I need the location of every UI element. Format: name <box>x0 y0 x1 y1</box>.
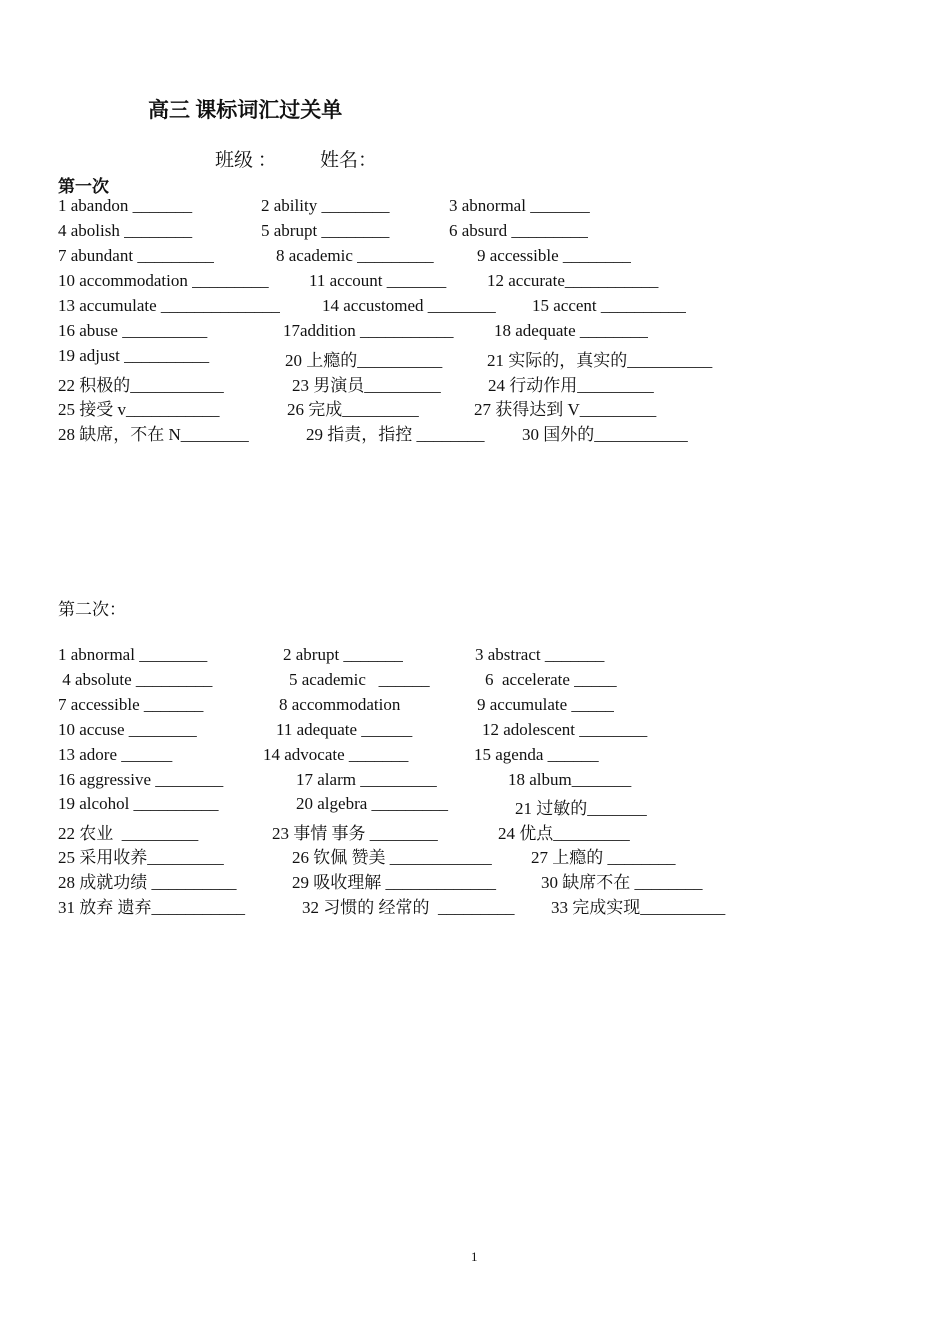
vocab-s2-item: 11 adequate ______ <box>276 720 413 739</box>
vocab-s1-item: 19 adjust __________ <box>58 346 210 365</box>
vocab-s1-item: 1 abandon _______ <box>58 196 193 215</box>
vocab-s2-item: 31 放弃 遗弃___________ <box>58 898 245 917</box>
vocab-s2-item: 14 advocate _______ <box>263 745 409 764</box>
section1-heading: 第一次 <box>58 177 109 196</box>
class-label: 班级 ： <box>215 150 277 171</box>
page-number: 1 <box>471 1249 478 1264</box>
vocab-s2-item: 13 adore ______ <box>58 745 173 764</box>
vocab-s1-item: 21 实际的，真实的__________ <box>487 351 713 370</box>
vocab-s1-item: 27 获得达到 V_________ <box>474 400 657 419</box>
vocab-s1-item: 15 accent __________ <box>532 296 686 315</box>
vocab-s2-item: 7 accessible _______ <box>58 695 204 714</box>
vocab-s1-item: 14 accustomed ________ <box>322 296 496 315</box>
vocab-s2-item: 28 成就功绩 __________ <box>58 873 237 892</box>
vocab-s1-item: 25 接受 v___________ <box>58 400 220 419</box>
vocab-s1-item: 23 男演员_________ <box>292 376 441 395</box>
vocab-s2-item: 17 alarm _________ <box>296 770 437 789</box>
vocab-s1-item: 7 abundant _________ <box>58 246 214 265</box>
vocab-s2-item: 25 采用收养_________ <box>58 848 224 867</box>
vocab-s2-item: 6 accelerate _____ <box>485 670 617 689</box>
vocab-s2-item: 2 abrupt _______ <box>283 645 403 664</box>
vocab-s2-item: 1 abnormal ________ <box>58 645 208 664</box>
vocab-s2-item: 8 accommodation <box>279 695 401 714</box>
vocab-s1-item: 26 完成_________ <box>287 400 419 419</box>
vocab-s1-item: 17addition ___________ <box>283 321 454 340</box>
vocab-s1-item: 30 国外的___________ <box>522 425 688 444</box>
vocab-s2-item: 9 accumulate _____ <box>477 695 614 714</box>
vocab-s1-item: 2 ability ________ <box>261 196 390 215</box>
vocab-s2-item: 24 优点_________ <box>498 824 630 843</box>
vocab-s2-item: 33 完成实现__________ <box>551 898 726 917</box>
vocab-s2-item: 18 album_______ <box>508 770 632 789</box>
vocab-s1-item: 29 指责，指控 ________ <box>306 425 485 444</box>
vocab-s2-item: 10 accuse ________ <box>58 720 197 739</box>
vocab-s1-item: 28 缺席，不在 N________ <box>58 425 249 444</box>
vocab-s2-item: 16 aggressive ________ <box>58 770 224 789</box>
vocab-s1-item: 5 abrupt ________ <box>261 221 390 240</box>
vocab-s2-item: 22 农业 _________ <box>58 824 199 843</box>
vocab-s2-item: 23 事情 事务 ________ <box>272 824 438 843</box>
name-label: 姓名： <box>320 150 378 171</box>
vocab-s1-item: 18 adequate ________ <box>494 321 648 340</box>
vocab-s2-item: 5 academic ______ <box>289 670 430 689</box>
vocab-s1-item: 3 abnormal _______ <box>449 196 590 215</box>
vocab-s1-item: 10 accommodation _________ <box>58 271 269 290</box>
vocab-s2-item: 20 algebra _________ <box>296 794 449 813</box>
vocab-s2-item: 30 缺席不在 ________ <box>541 873 703 892</box>
vocab-s1-item: 13 accumulate ______________ <box>58 296 280 315</box>
vocab-s2-item: 32 习惯的 经常的 _________ <box>302 898 515 917</box>
page-title: 高三 课标词汇过关单 <box>148 98 343 122</box>
vocab-s1-item: 4 abolish ________ <box>58 221 193 240</box>
section2-heading: 第二次： <box>58 600 126 619</box>
vocab-s2-item: 4 absolute _________ <box>58 670 213 689</box>
vocab-s1-item: 22 积极的___________ <box>58 376 224 395</box>
vocab-s1-item: 6 absurd _________ <box>449 221 588 240</box>
vocab-s2-item: 15 agenda ______ <box>474 745 599 764</box>
vocab-s2-item: 29 吸收理解 _____________ <box>292 873 496 892</box>
vocab-s2-item: 12 adolescent ________ <box>482 720 648 739</box>
vocab-s1-item: 20 上瘾的__________ <box>285 351 443 370</box>
vocab-s2-item: 19 alcohol __________ <box>58 794 219 813</box>
vocab-s1-item: 16 abuse __________ <box>58 321 208 340</box>
vocab-s1-item: 12 accurate___________ <box>487 271 659 290</box>
vocab-s2-item: 26 钦佩 赞美 ____________ <box>292 848 492 867</box>
vocab-s1-item: 24 行动作用_________ <box>488 376 654 395</box>
vocab-s1-item: 9 accessible ________ <box>477 246 631 265</box>
vocab-s2-item: 21 过敏的_______ <box>515 799 647 818</box>
vocab-s1-item: 8 academic _________ <box>276 246 434 265</box>
vocab-s1-item: 11 account _______ <box>309 271 447 290</box>
vocab-s2-item: 27 上瘾的 ________ <box>531 848 676 867</box>
vocab-s2-item: 3 abstract _______ <box>475 645 605 664</box>
